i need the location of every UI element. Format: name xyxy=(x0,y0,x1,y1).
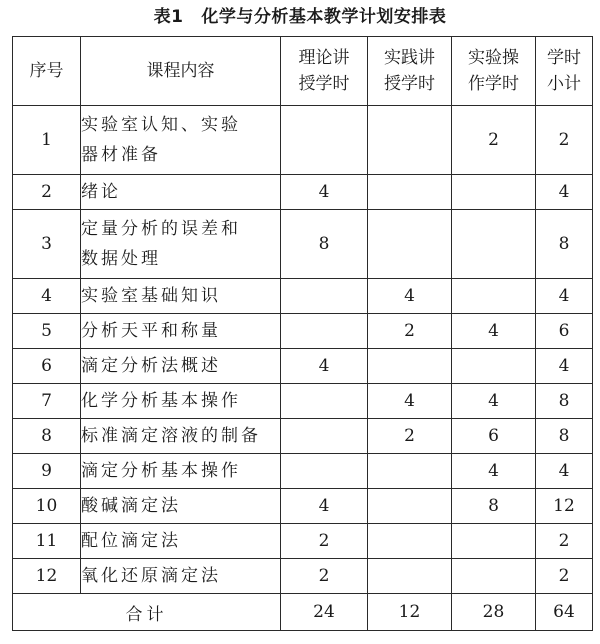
row-theory-hours: 4 xyxy=(281,349,368,384)
row-number: 8 xyxy=(13,419,81,454)
teaching-plan-table xyxy=(12,36,593,631)
row-content: 滴定分析法概述 xyxy=(81,349,281,384)
row-theory-hours: 2 xyxy=(281,559,368,594)
row-practice-hours: 4 xyxy=(368,384,452,419)
row-theory-hours xyxy=(281,106,368,175)
row-lab-hours: 6 xyxy=(452,419,536,454)
caption-number: 表1 xyxy=(153,7,184,27)
row-practice-hours xyxy=(368,175,452,210)
row-practice-hours xyxy=(368,106,452,175)
row-subtotal: 2 xyxy=(536,559,593,594)
table-row xyxy=(13,384,593,419)
row-lab-hours: 4 xyxy=(452,314,536,349)
row-lab-hours xyxy=(452,279,536,314)
total-lab-hours: 28 xyxy=(452,594,536,631)
row-lab-hours: 4 xyxy=(452,384,536,419)
row-content: 化学分析基本操作 xyxy=(81,384,281,419)
row-theory-hours: 4 xyxy=(281,489,368,524)
total-label: 合计 xyxy=(13,594,281,631)
row-theory-hours xyxy=(281,454,368,489)
row-subtotal: 4 xyxy=(536,454,593,489)
table-row xyxy=(13,559,593,594)
row-content: 实验室基础知识 xyxy=(81,279,281,314)
row-content: 标准滴定溶液的制备 xyxy=(81,419,281,454)
row-lab-hours xyxy=(452,524,536,559)
row-content: 分析天平和称量 xyxy=(81,314,281,349)
header-no: 序号 xyxy=(13,37,81,106)
header-subtotal: 学时 小计 xyxy=(536,37,593,106)
row-practice-hours: 2 xyxy=(368,419,452,454)
row-content: 实验室认知、实验 器材准备 xyxy=(81,106,281,175)
row-lab-hours: 2 xyxy=(452,106,536,175)
row-practice-hours xyxy=(368,559,452,594)
row-subtotal: 12 xyxy=(536,489,593,524)
row-lab-hours xyxy=(452,349,536,384)
row-number: 12 xyxy=(13,559,81,594)
total-practice-hours: 12 xyxy=(368,594,452,631)
row-lab-hours xyxy=(452,175,536,210)
row-theory-hours xyxy=(281,314,368,349)
row-content: 氧化还原滴定法 xyxy=(81,559,281,594)
row-subtotal: 6 xyxy=(536,314,593,349)
row-theory-hours: 8 xyxy=(281,210,368,279)
header-practice-hours: 实践讲 授学时 xyxy=(368,37,452,106)
row-lab-hours: 4 xyxy=(452,454,536,489)
row-practice-hours xyxy=(368,489,452,524)
table-caption xyxy=(0,0,600,34)
row-content: 绪论 xyxy=(81,175,281,210)
row-subtotal: 8 xyxy=(536,384,593,419)
row-subtotal: 8 xyxy=(536,210,593,279)
table-row xyxy=(13,349,593,384)
row-subtotal: 4 xyxy=(536,349,593,384)
row-number: 3 xyxy=(13,210,81,279)
row-theory-hours: 4 xyxy=(281,175,368,210)
row-subtotal: 8 xyxy=(536,419,593,454)
row-subtotal: 4 xyxy=(536,175,593,210)
row-content: 滴定分析基本操作 xyxy=(81,454,281,489)
row-practice-hours xyxy=(368,524,452,559)
table-row xyxy=(13,489,593,524)
header-lab-hours: 实验操 作学时 xyxy=(452,37,536,106)
row-content: 酸碱滴定法 xyxy=(81,489,281,524)
row-practice-hours: 2 xyxy=(368,314,452,349)
row-practice-hours xyxy=(368,454,452,489)
row-number: 10 xyxy=(13,489,81,524)
row-content: 配位滴定法 xyxy=(81,524,281,559)
total-subtotal: 64 xyxy=(536,594,593,631)
table-row xyxy=(13,419,593,454)
table-row xyxy=(13,279,593,314)
row-number: 9 xyxy=(13,454,81,489)
table-row xyxy=(13,175,593,210)
table-row xyxy=(13,314,593,349)
row-lab-hours: 8 xyxy=(452,489,536,524)
row-number: 4 xyxy=(13,279,81,314)
row-number: 7 xyxy=(13,384,81,419)
table-row xyxy=(13,210,593,279)
total-theory-hours: 24 xyxy=(281,594,368,631)
table-row xyxy=(13,106,593,175)
row-number: 6 xyxy=(13,349,81,384)
caption-title: 化学与分析基本教学计划安排表 xyxy=(201,7,447,27)
row-subtotal: 2 xyxy=(536,524,593,559)
row-lab-hours xyxy=(452,210,536,279)
table-row xyxy=(13,454,593,489)
row-theory-hours xyxy=(281,419,368,454)
header-theory-hours: 理论讲 授学时 xyxy=(281,37,368,106)
row-number: 5 xyxy=(13,314,81,349)
header-row xyxy=(13,37,593,106)
row-number: 2 xyxy=(13,175,81,210)
row-subtotal: 4 xyxy=(536,279,593,314)
row-practice-hours xyxy=(368,210,452,279)
row-number: 1 xyxy=(13,106,81,175)
row-practice-hours: 4 xyxy=(368,279,452,314)
row-theory-hours xyxy=(281,384,368,419)
header-content: 课程内容 xyxy=(81,37,281,106)
row-theory-hours: 2 xyxy=(281,524,368,559)
total-row xyxy=(13,594,593,631)
table-row xyxy=(13,524,593,559)
row-lab-hours xyxy=(452,559,536,594)
row-theory-hours xyxy=(281,279,368,314)
row-content: 定量分析的误差和 数据处理 xyxy=(81,210,281,279)
row-subtotal: 2 xyxy=(536,106,593,175)
row-practice-hours xyxy=(368,349,452,384)
row-number: 11 xyxy=(13,524,81,559)
